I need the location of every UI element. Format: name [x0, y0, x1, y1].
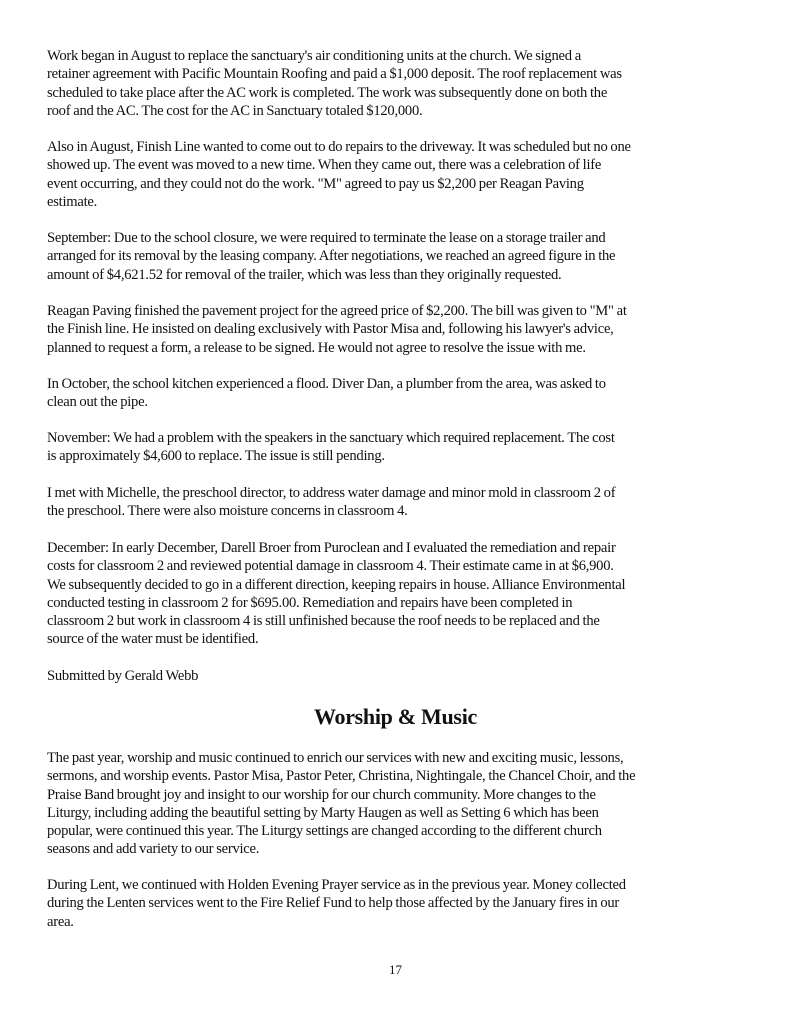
paragraph-october-flood — [47, 375, 747, 412]
text-line: During Lent, we continued with Holden Evening Prayer service as in the previous year. Money collected — [47, 877, 626, 893]
text-line: showed up. The event was moved to a new time. When they came out, there was a celebration of life — [47, 157, 602, 174]
text-line: The past year, worship and music continued to enrich our services with new and exciting music, lessons, — [47, 750, 624, 766]
page-number: 17 — [389, 962, 402, 977]
text-line: November: We had a problem with the speakers in the sanctuary which required replacement. The cost — [47, 430, 615, 446]
text-line: December: In early December, Darell Broer from Puroclean and I evaluated the remediation and repair — [47, 540, 616, 556]
paragraph-worship-year — [47, 749, 747, 859]
paragraph-lent — [47, 876, 747, 931]
text-line: September: Due to the school closure, we were required to terminate the lease on a storage trailer and — [47, 230, 606, 246]
text-line: the Finish line. He insisted on dealing exclusively with Pastor Misa and, following his lawyer's advice, — [47, 321, 614, 338]
text-line: amount of $4,621.52 for removal of the trailer, which was less than they originally requested. — [47, 266, 562, 283]
paragraph-december-remediation — [47, 539, 747, 649]
paragraph-august-driveway — [47, 138, 747, 211]
text-line: seasons and add variety to our service. — [47, 841, 260, 858]
text-line: is approximately $4,600 to replace. The issue is still pending. — [47, 448, 385, 465]
paragraph-preschool-meeting — [47, 484, 747, 521]
text-line: We subsequently decided to go in a different direction, keeping repairs in house. Alliance Environmental — [47, 576, 626, 593]
text-line: Praise Band brought joy and insight to our worship for our church community. More changes to the — [47, 786, 596, 803]
text-line: clean out the pipe. — [47, 394, 148, 411]
paragraph-september-trailer — [47, 229, 747, 284]
text-line: sermons, and worship events. Pastor Misa, Pastor Peter, Christina, Nightingale, the Chancel Choir, and the — [47, 768, 636, 785]
paragraph-november-speakers — [47, 429, 747, 466]
text-line: planned to request a form, a release to be signed. He would not agree to resolve the issue with me. — [47, 339, 586, 356]
text-line: arranged for its removal by the leasing company. After negotiations, we reached an agreed figure in the — [47, 248, 616, 265]
text-line: conducted testing in classroom 2 for $695.00. Remediation and repairs have been completed in — [47, 594, 573, 611]
text-line: Submitted by Gerald Webb — [47, 668, 199, 684]
submitted-by — [47, 667, 747, 685]
text-line: classroom 2 but work in classroom 4 is still unfinished because the roof needs to be replaced and the — [47, 613, 600, 630]
text-line: Also in August, Finish Line wanted to come out to do repairs to the driveway. It was scheduled but no one — [47, 139, 631, 155]
paragraph-august-ac — [47, 47, 747, 120]
text-line: retainer agreement with Pacific Mountain Roofing and paid a $1,000 deposit. The roof replacement was — [47, 66, 622, 83]
text-line: Work began in August to replace the sanctuary's air conditioning units at the church. We signed a — [47, 48, 581, 64]
text-line: Reagan Paving finished the pavement project for the agreed price of $2,200. The bill was given to "M" at — [47, 303, 627, 319]
text-line: the preschool. There were also moisture concerns in classroom 4. — [47, 503, 408, 520]
text-line: source of the water must be identified. — [47, 631, 259, 648]
text-line: estimate. — [47, 193, 98, 210]
text-line: In October, the school kitchen experienced a flood. Diver Dan, a plumber from the area, was asked to — [47, 376, 606, 392]
text-line: during the Lenten services went to the Fire Relief Fund to help those affected by the January fires in our — [47, 895, 620, 912]
text-line: area. — [47, 913, 74, 930]
text-line: popular, were continued this year. The Liturgy settings are changed according to the different church — [47, 823, 602, 840]
text-line: I met with Michelle, the preschool director, to address water damage and minor mold in classroom 2 of — [47, 485, 616, 501]
text-line: Liturgy, including adding the beautiful setting by Marty Haugen as well as Setting 6 which has been — [47, 804, 599, 821]
paragraph-reagan-paving — [47, 302, 747, 357]
text-line: roof and the AC. The cost for the AC in Sanctuary totaled $120,000. — [47, 102, 423, 119]
text-line: event occurring, and they could not do the work. "M" agreed to pay us $2,200 per Reagan Paving — [47, 175, 584, 192]
text-line: costs for classroom 2 and reviewed potential damage in classroom 4. Their estimate came in at $6,900. — [47, 558, 614, 575]
text-line: scheduled to take place after the AC work is completed. The work was subsequently done on both the — [47, 84, 608, 101]
section-heading-worship-music: Worship & Music — [314, 704, 477, 729]
